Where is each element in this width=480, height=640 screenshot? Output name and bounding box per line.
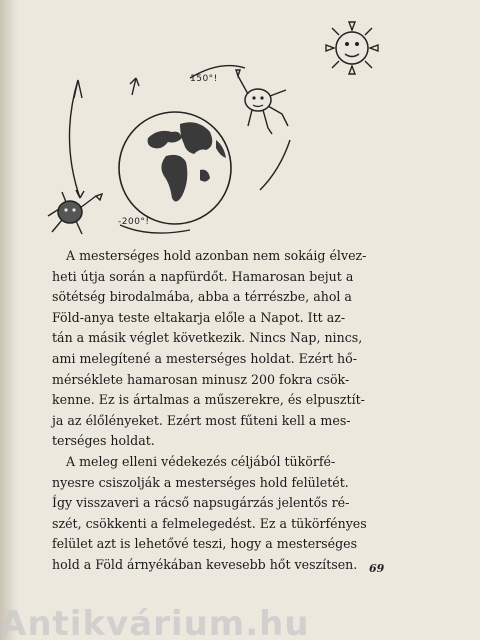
text-line: ami melegítené a mesterséges holdat. Ezért hő- bbox=[52, 350, 357, 366]
text-line: kenne. Ez is ártalmas a műszerekre, és elpusztít- bbox=[52, 392, 365, 408]
paragraph-2 bbox=[52, 452, 398, 576]
watermark: Antikvárium.hu bbox=[0, 604, 310, 640]
temperature-label-cold: -200°! bbox=[118, 217, 150, 227]
page-gutter-shadow bbox=[0, 0, 18, 640]
text-line: A meleg elleni védekezés céljából tükörfé- bbox=[66, 453, 336, 469]
temperature-label-hot: 150°! bbox=[190, 74, 218, 84]
text-line: mérséklete hamarosan minusz 200 fokra csök- bbox=[52, 371, 350, 387]
text-line: heti útja során a napfürdőt. Hamarosan bejut a bbox=[52, 268, 354, 284]
text-line: A mesterséges hold azonban nem sokáig élvez- bbox=[66, 248, 367, 263]
satellite-figure-hot bbox=[236, 70, 288, 134]
text-line: terséges holdat. bbox=[52, 433, 155, 449]
text-line: szét, csökkenti a felmelegedést. Ez a tükörfényes bbox=[52, 515, 367, 531]
earth-globe bbox=[119, 112, 231, 224]
body-text bbox=[52, 246, 398, 576]
illustration bbox=[40, 20, 440, 245]
text-line: tán a másik véglet következik. Nincs Nap, nincs, bbox=[52, 330, 363, 346]
text-line: Föld-anya teste eltakarja előle a Napot. Itt az- bbox=[52, 309, 346, 325]
text-line: sötétség birodalmába, abba a térrészbe, ahol a bbox=[52, 289, 352, 305]
text-line: hold a Föld árnyékában kevesebb hőt veszítsen. bbox=[52, 556, 358, 572]
text-line: ja az élőlényeket. Ezért most fűteni kell a mes- bbox=[52, 412, 351, 428]
satellite-figure-cold bbox=[48, 192, 102, 234]
text-line: nyesre csiszolják a mesterséges hold felületét. bbox=[52, 474, 349, 490]
text-line: Így visszaveri a rácső napsugárzás jelentős ré- bbox=[52, 495, 350, 511]
sun-icon bbox=[326, 22, 378, 74]
text-line: felület azt is lehetővé teszi, hogy a mesterséges bbox=[52, 536, 358, 552]
page-number: 69 bbox=[369, 562, 385, 575]
paragraph-1 bbox=[52, 246, 398, 452]
